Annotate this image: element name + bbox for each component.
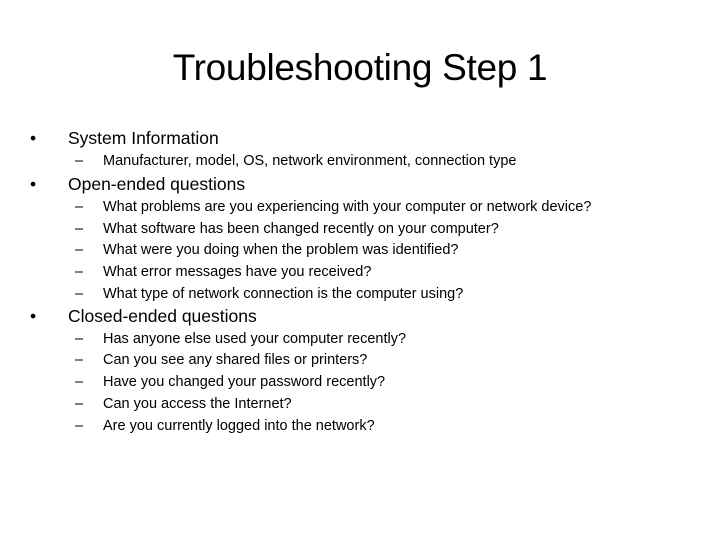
bullet-heading: Open-ended questions (68, 174, 246, 194)
sub-item (75, 350, 367, 370)
dash-icon: – (75, 199, 84, 215)
bullet-closed-ended-questions (30, 305, 257, 327)
dash-icon: – (75, 153, 84, 169)
sub-item-text: What type of network connection is the computer using? (103, 286, 464, 302)
dash-icon: – (75, 331, 84, 347)
sub-item (75, 329, 406, 349)
sub-item-text: Are you currently logged into the network? (103, 418, 375, 434)
sub-item (75, 262, 371, 282)
dash-icon: – (75, 286, 84, 302)
sub-item-text: Can you access the Internet? (103, 396, 292, 412)
dash-icon: – (75, 221, 84, 237)
dash-icon: – (75, 242, 84, 258)
sub-item (75, 151, 516, 171)
dash-icon: – (75, 374, 84, 390)
dash-icon: – (75, 418, 84, 434)
bullet-icon: • (30, 174, 37, 194)
sub-item (75, 416, 375, 436)
sub-item (75, 372, 385, 392)
sub-item-text: What were you doing when the problem was identified? (103, 242, 459, 258)
bullet-heading: Closed-ended questions (68, 306, 257, 326)
sub-item (75, 284, 463, 304)
sub-item (75, 197, 591, 217)
dash-icon: – (75, 264, 84, 280)
sub-item-text: Manufacturer, model, OS, network environment, connection type (103, 153, 517, 169)
sub-item-text: Have you changed your password recently? (103, 374, 386, 390)
sub-item-text: What problems are you experiencing with your computer or network device? (103, 199, 592, 215)
bullet-system-information (30, 127, 219, 149)
sub-item-text: What software has been changed recently on your computer? (103, 221, 499, 237)
sub-item-text: What error messages have you received? (103, 264, 372, 280)
sub-item (75, 219, 499, 239)
bullet-heading: System Information (68, 128, 219, 148)
slide-title: Troubleshooting Step 1 (172, 47, 548, 88)
sub-item-text: Has anyone else used your computer recently? (103, 331, 407, 347)
sub-item-text: Can you see any shared files or printers? (103, 352, 368, 368)
bullet-open-ended-questions (30, 173, 245, 195)
sub-item (75, 394, 292, 414)
dash-icon: – (75, 396, 84, 412)
bullet-icon: • (30, 128, 37, 148)
dash-icon: – (75, 352, 84, 368)
sub-item (75, 240, 458, 260)
bullet-icon: • (30, 306, 37, 326)
